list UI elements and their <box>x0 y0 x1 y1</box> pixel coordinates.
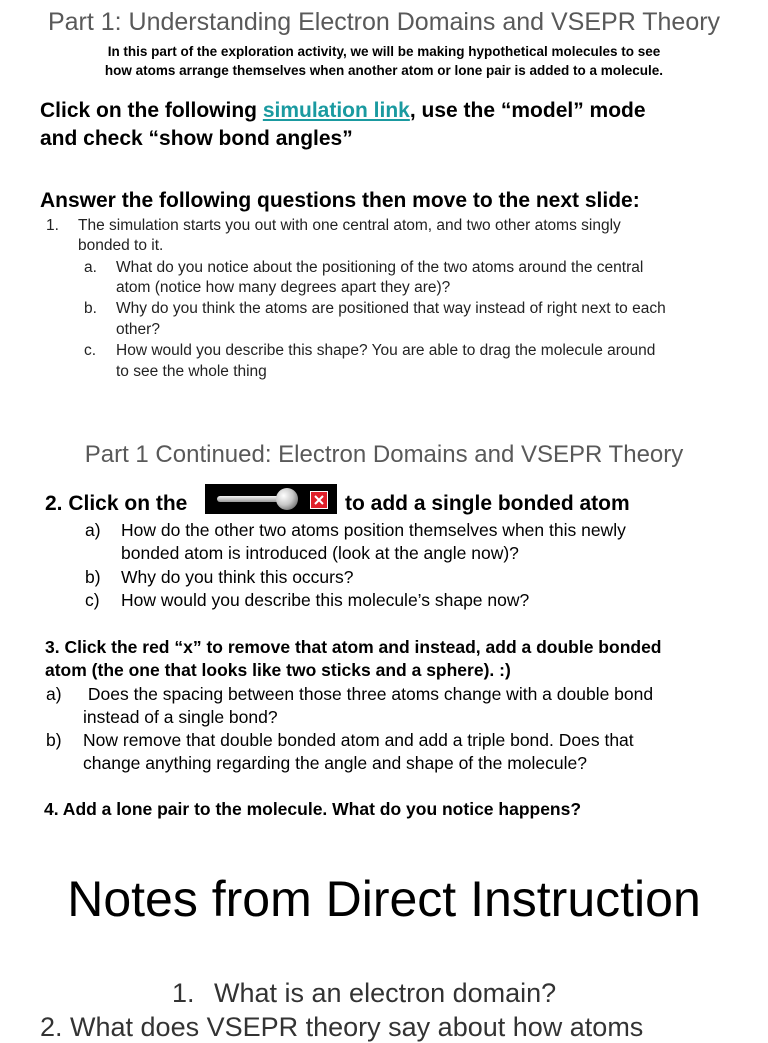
notes-item-2: 2. What does VSEPR theory say about how atoms <box>40 1012 644 1042</box>
simulation-link[interactable]: simulation link <box>262 99 410 122</box>
q3b-line-1: Now remove that double bonded atom and add a triple bond. Does that <box>83 730 634 750</box>
q3-line-1: 3. Click the red “x” to remove that atom and instead, add a double bonded <box>45 637 662 657</box>
q2c-label: c) <box>85 590 100 610</box>
q2a-label: a) <box>85 520 101 540</box>
answer-heading: Answer the following questions then move to the next slide: <box>40 189 640 212</box>
q2a-line-2: bonded atom is introduced (look at the angle now)? <box>121 543 519 563</box>
q3b-line-2: change anything regarding the angle and shape of the molecule? <box>83 753 587 773</box>
click-instruction-line-2: and check “show bond angles” <box>40 127 353 150</box>
notes-item-1-number: 1. <box>172 978 195 1008</box>
q1b-line-1: Why do you think the atoms are positioned that way instead of right next to each <box>116 300 666 317</box>
red-x-icon[interactable] <box>310 491 328 509</box>
q2-suffix: to add a single bonded atom <box>345 492 630 515</box>
part1-continued-title: Part 1 Continued: Electron Domains and VSEPR Theory <box>84 441 684 468</box>
q2c-text: How would you describe this molecule’s shape now? <box>121 590 530 610</box>
notes-title: Notes from Direct Instruction <box>67 871 701 927</box>
q2b-label: b) <box>85 567 101 587</box>
q1c-line-1: How would you describe this shape? You are able to drag the molecule around <box>116 342 656 359</box>
q3a-label: a) <box>46 684 62 704</box>
q3a-line-2: instead of a single bond? <box>83 707 278 727</box>
click-prefix: Click on the following <box>40 99 263 122</box>
q1a-line-2: atom (notice how many degrees apart they are)? <box>116 279 451 296</box>
q1-line-1: The simulation starts you out with one central atom, and two other atoms singly <box>78 217 621 234</box>
q1a-line-1: What do you notice about the positioning of the two atoms around the central <box>116 259 644 276</box>
q3a-line-1: Does the spacing between those three atoms change with a double bond <box>83 684 654 704</box>
q1a-label: a. <box>84 259 97 276</box>
intro-line-2: how atoms arrange themselves when another atom or lone pair is added to a molecule. <box>104 63 664 78</box>
q3b-label: b) <box>46 730 62 750</box>
q1c-line-2: to see the whole thing <box>116 363 267 380</box>
q2b-text: Why do you think this occurs? <box>121 567 354 587</box>
part1-title: Part 1: Understanding Electron Domains and VSEPR Theory <box>47 8 721 36</box>
q3-line-2: atom (the one that looks like two sticks and a sphere). :) <box>45 660 511 680</box>
q2a-line-1: How do the other two atoms position themselves when this newly <box>121 520 626 540</box>
intro-line-1: In this part of the exploration activity, we will be making hypothetical molecules to see <box>107 44 661 59</box>
q1c-label: c. <box>84 342 97 359</box>
q4-text: 4. Add a lone pair to the molecule. What do you notice happens? <box>44 799 582 819</box>
q1b-label: b. <box>84 300 97 317</box>
notes-item-1: What is an electron domain? <box>214 978 557 1008</box>
click-instruction <box>40 97 740 125</box>
q1-number: 1. <box>46 217 59 234</box>
q2-prefix: 2. Click on the <box>45 492 188 515</box>
x-mark <box>311 492 327 508</box>
q1-line-2: bonded to it. <box>78 237 164 254</box>
click-suffix: , use the “model” mode <box>409 99 646 122</box>
q1b-line-2: other? <box>116 321 160 338</box>
